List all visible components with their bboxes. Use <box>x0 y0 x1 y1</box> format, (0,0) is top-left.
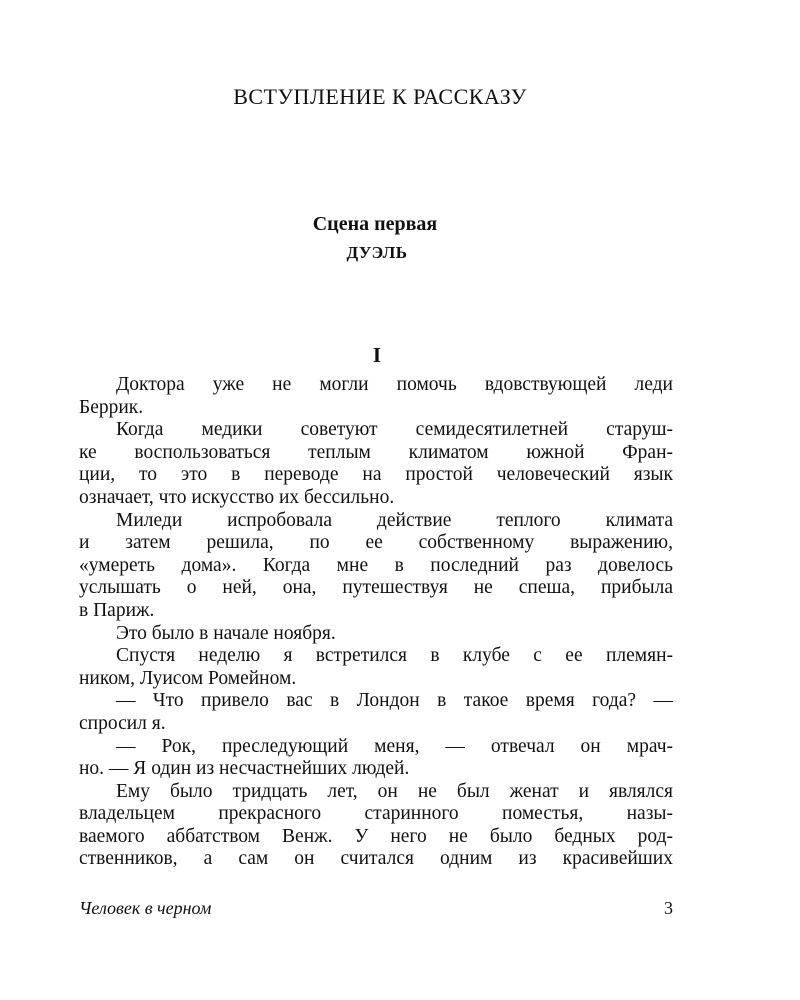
text-line: «умереть дома». Когда мне в последний раз довелось <box>79 554 673 576</box>
running-title: Человек в черном <box>79 898 212 918</box>
text-line: но. — Я один из несчастнейших людей. <box>79 758 410 780</box>
text-line: — Рок, преследующий меня, — отвечал он мрач- <box>116 735 673 757</box>
page-footer <box>79 898 673 924</box>
text-line: — Что привело вас в Лондон в такое время года? — <box>116 690 673 712</box>
text-line: ке воспользоваться теплым климатом южной Фран- <box>79 441 673 463</box>
text-line: Доктора уже не могли помочь вдовствующей леди <box>116 374 673 395</box>
page-number: 3 <box>664 898 673 918</box>
text-line: ственников, а сам он считался одним из красивейших <box>79 848 673 870</box>
text-line: Ему было тридцать лет, он не был женат и являлся <box>116 780 673 802</box>
scene-subtitle: ДУЭЛЬ <box>346 243 408 262</box>
text-line: ваемого аббатством Венж. У него не было бедных род- <box>79 825 673 847</box>
text-line: Спустя неделю я встретился в клубе с ее племян- <box>116 645 673 667</box>
text-line: Беррик. <box>79 396 144 418</box>
text-line: Миледи испробовала действие теплого климата <box>116 509 673 531</box>
text-line: Это было в начале ноября. <box>116 622 336 644</box>
text-line: и затем решила, по ее собственному выражению, <box>79 532 673 554</box>
text-line: спросил я. <box>79 712 166 734</box>
text-line: означает, что искусство их бессильно. <box>79 486 395 508</box>
body-text <box>79 374 673 871</box>
chapter-number: I <box>372 343 382 367</box>
text-line: ником, Луисом Ромейном. <box>79 667 297 689</box>
text-line: ции, то это в переводе на простой человеческий язык <box>79 464 673 486</box>
text-line: владельцем прекрасного старинного поместья, назы- <box>79 803 673 825</box>
text-line: в Париж. <box>79 599 155 621</box>
scene-title: Сцена первая <box>312 213 438 235</box>
text-line: Когда медики советуют семидесятилетней старуш- <box>116 419 673 441</box>
text-line: услышать о ней, она, путешествуя не спеша, прибыла <box>79 577 673 599</box>
part-title: ВСТУПЛЕНИЕ К РАССКАЗУ <box>233 84 527 109</box>
